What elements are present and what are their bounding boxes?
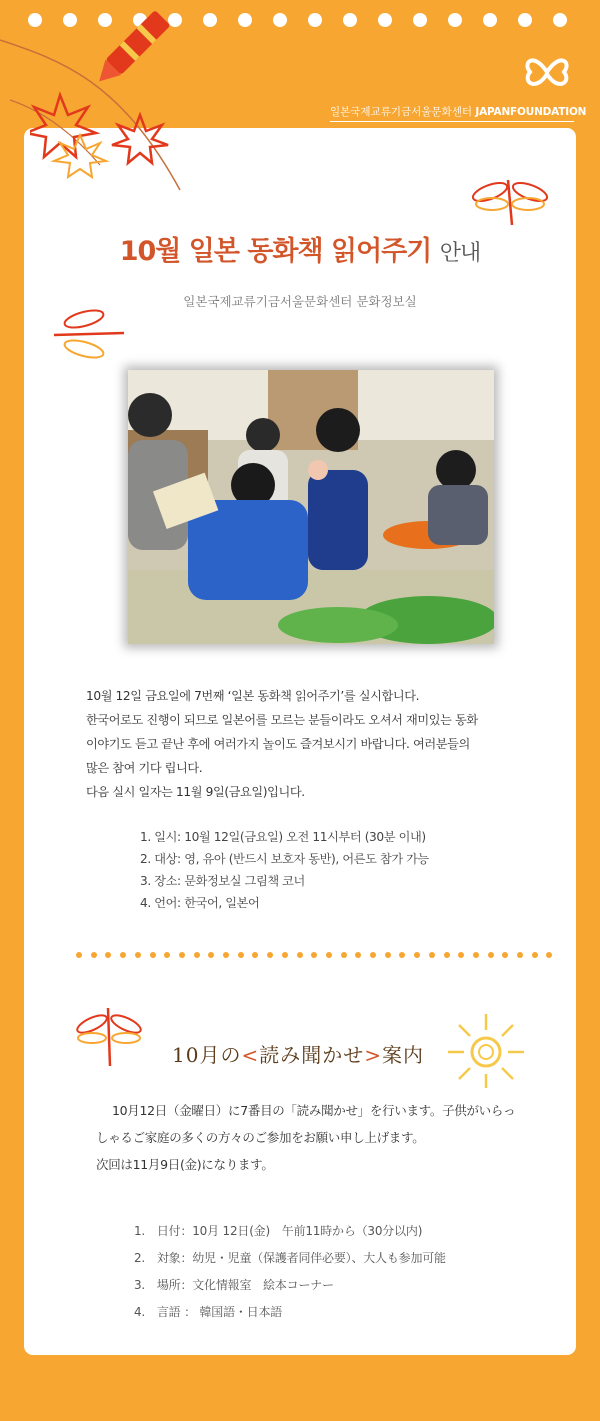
dragonfly-icon [470,170,550,230]
sun-icon [446,1010,526,1090]
divider-dot [355,952,361,958]
divider-dot [532,952,538,958]
dragonfly-icon [44,305,134,365]
divider-dot [385,952,391,958]
japanese-title-prefix: 10月の [172,1043,242,1067]
divider-dot [150,952,156,958]
body-line: 다음 실시 일자는 11월 9일(금요일)입니다. [86,785,305,799]
announcement-title-suffix: 안내 [439,241,481,266]
butterfly-logo-icon [522,48,572,96]
divider-dot [297,952,303,958]
divider-dot [488,952,494,958]
border-dot [308,13,322,27]
body-line: 많은 참여 기다 립니다. [86,761,203,775]
korean-details-list [140,826,429,914]
list-item: 3. 장소: 문화정보실 그림책 코너 [140,874,305,888]
divider-dot [208,952,214,958]
photo-illustration [128,370,494,644]
organization-korean: 일본국제교류기금서울문화센터 [330,106,473,118]
border-dot [343,13,357,27]
body-line: しゃるご家庭の多くの方々のご参加をお願い申し上げます。 [96,1130,425,1145]
announcement-title-main: 10월 일본 동화책 읽어주기 [119,236,432,267]
border-dot [518,13,532,27]
list-item: 4. 언어: 한국어, 일본어 [140,896,260,910]
body-line: 10월 12일 금요일에 7번째 ‘일본 동화책 읽어주기’를 실시합니다. [86,689,420,703]
japanese-body-text [96,1097,556,1178]
announcement-subtitle: 일본국제교류기금서울문화센터 문화정보실 [183,294,417,309]
japanese-title-close-bracket: > [364,1043,382,1067]
divider-dot [546,952,552,958]
divider-dot [135,952,141,958]
divider-dot [341,952,347,958]
divider-dot [179,952,185,958]
divider-dot [223,952,229,958]
divider-dot [164,952,170,958]
list-item: 3. 場所：文化情報室 絵本コーナー [134,1278,334,1292]
body-line: 次回は11月9日(金)になります。 [96,1157,274,1172]
list-item: 2. 대상: 영, 유아 (반드시 보호자 동반), 어른도 참가 가능 [140,852,429,866]
border-dot [448,13,462,27]
list-item: 1. 일시: 10월 12일(금요일) 오전 11시부터 (30분 이내) [140,830,426,844]
divider-dot [399,952,405,958]
japanese-title-suffix: 案内 [381,1043,424,1067]
divider-dot [444,952,450,958]
list-item: 1. 日付：10月 12日(金) 午前11時から（30分以内) [134,1224,423,1238]
announcement-title [0,229,600,268]
divider-dot [238,952,244,958]
event-photo [128,370,494,644]
divider-dot [311,952,317,958]
border-dot [413,13,427,27]
divider-dot [194,952,200,958]
divider-dot [517,952,523,958]
divider-dot [370,952,376,958]
border-dot [378,13,392,27]
organization-name [330,104,587,122]
divider-dot [91,952,97,958]
organization-english: JAPANFOUNDATION [475,106,587,118]
border-dot [483,13,497,27]
body-line: 10月12日（金曜日）に7番目の「読み聞かせ」を行います。子供がいらっ [112,1103,516,1118]
dotted-divider [76,952,556,960]
divider-dot [282,952,288,958]
divider-dot [76,952,82,958]
korean-body-text [86,684,546,804]
divider-dot [429,952,435,958]
maple-leaf-icon [30,85,190,205]
japanese-details-list [134,1218,446,1326]
japanese-title-open-bracket: < [241,1043,260,1067]
divider-dot [252,952,258,958]
body-line: 한국어로도 진행이 되므로 일본어를 모르는 분들이라도 오셔서 재미있는 동화 [86,713,478,727]
border-dot [203,13,217,27]
list-item: 4. 言語 ： 韓国語・日本語 [134,1305,283,1319]
divider-dot [105,952,111,958]
divider-dot [458,952,464,958]
list-item: 2. 対象：幼児・児童（保護者同伴必要）、大人も参加可能 [134,1251,446,1265]
divider-dot [473,952,479,958]
border-dot [553,13,567,27]
divider-dot [326,952,332,958]
border-dot [273,13,287,27]
divider-dot [120,952,126,958]
japanese-title-middle: 読み聞かせ [259,1043,365,1067]
divider-dot [267,952,273,958]
divider-dot [414,952,420,958]
body-line: 이야기도 듣고 끝난 후에 여러가지 놀이도 즐겨보시기 바랍니다. 여러분들의 [86,737,470,751]
divider-dot [502,952,508,958]
dragonfly-icon [74,1000,144,1070]
border-dot [238,13,252,27]
japanese-title [172,1039,424,1068]
